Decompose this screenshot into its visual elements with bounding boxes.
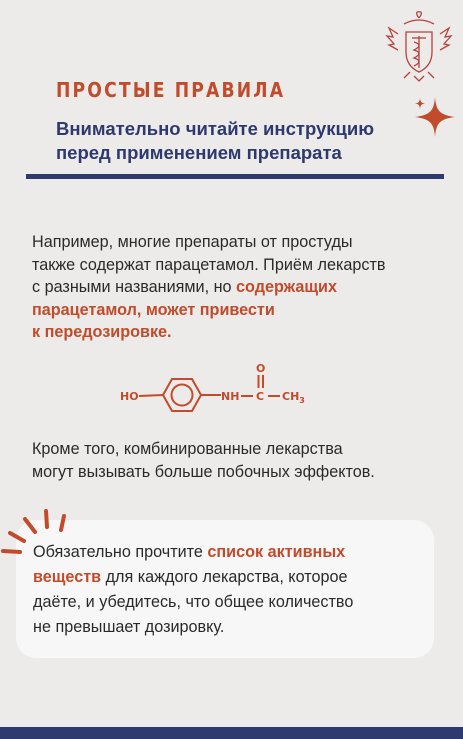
highlight-line: парацетамол, может привести [32, 300, 275, 319]
paracetamol-formula [115, 360, 315, 428]
callout-plain: для каждого лекарства, которое [101, 568, 348, 586]
highlight-text: содержащих [236, 278, 337, 296]
side-effects-paragraph [32, 438, 432, 483]
callout-line [33, 540, 431, 565]
formula-nh-label: NH [221, 390, 240, 403]
footer-bar [0, 727, 463, 739]
formula-subscript: 3 [299, 396, 305, 405]
highlight-text: список активных [207, 543, 346, 561]
headline [56, 117, 416, 165]
paragraph-line: Кроме того, комбинированные лекарства [32, 440, 343, 458]
sparkle-icon [414, 96, 456, 138]
headline-line-2: перед применением препарата [56, 142, 342, 163]
headline-line-1: Внимательно читайте инструкцию [56, 118, 375, 139]
highlight-text: веществ [33, 568, 102, 586]
formula-ch-label [282, 390, 305, 405]
callout-line: не превышает дозировку. [33, 618, 225, 636]
paragraph-line: Например, многие препараты от простуды [32, 233, 353, 251]
formula-ho-label: HO [120, 390, 139, 403]
formula-o-label: O [256, 362, 266, 375]
aromatic-circle [172, 385, 193, 406]
callout-line [33, 565, 431, 590]
callout-text [33, 540, 431, 640]
paragraph-text: с разными названиями, но [32, 278, 237, 296]
paragraph-line: также содержат парацетамол. Приём лекарств [32, 255, 386, 274]
paragraph-line: могут вызывать больше побочных эффектов. [32, 462, 375, 481]
formula-ch-text: CH [282, 390, 300, 403]
callout-line: даёте, и убедитесь, что общее количество [33, 593, 354, 611]
callout-plain: Обязательно прочтите [33, 543, 208, 561]
highlight-line: к передозировке. [32, 323, 172, 341]
paragraph-line [32, 276, 432, 299]
paracetamol-paragraph [32, 231, 432, 344]
section-kicker: ПРОСТЫЕ ПРАВИЛА [56, 78, 286, 102]
bond-line [139, 395, 163, 396]
header-divider [26, 174, 444, 179]
ministry-emblem-icon [384, 10, 454, 82]
formula-c-label: C [256, 390, 265, 403]
